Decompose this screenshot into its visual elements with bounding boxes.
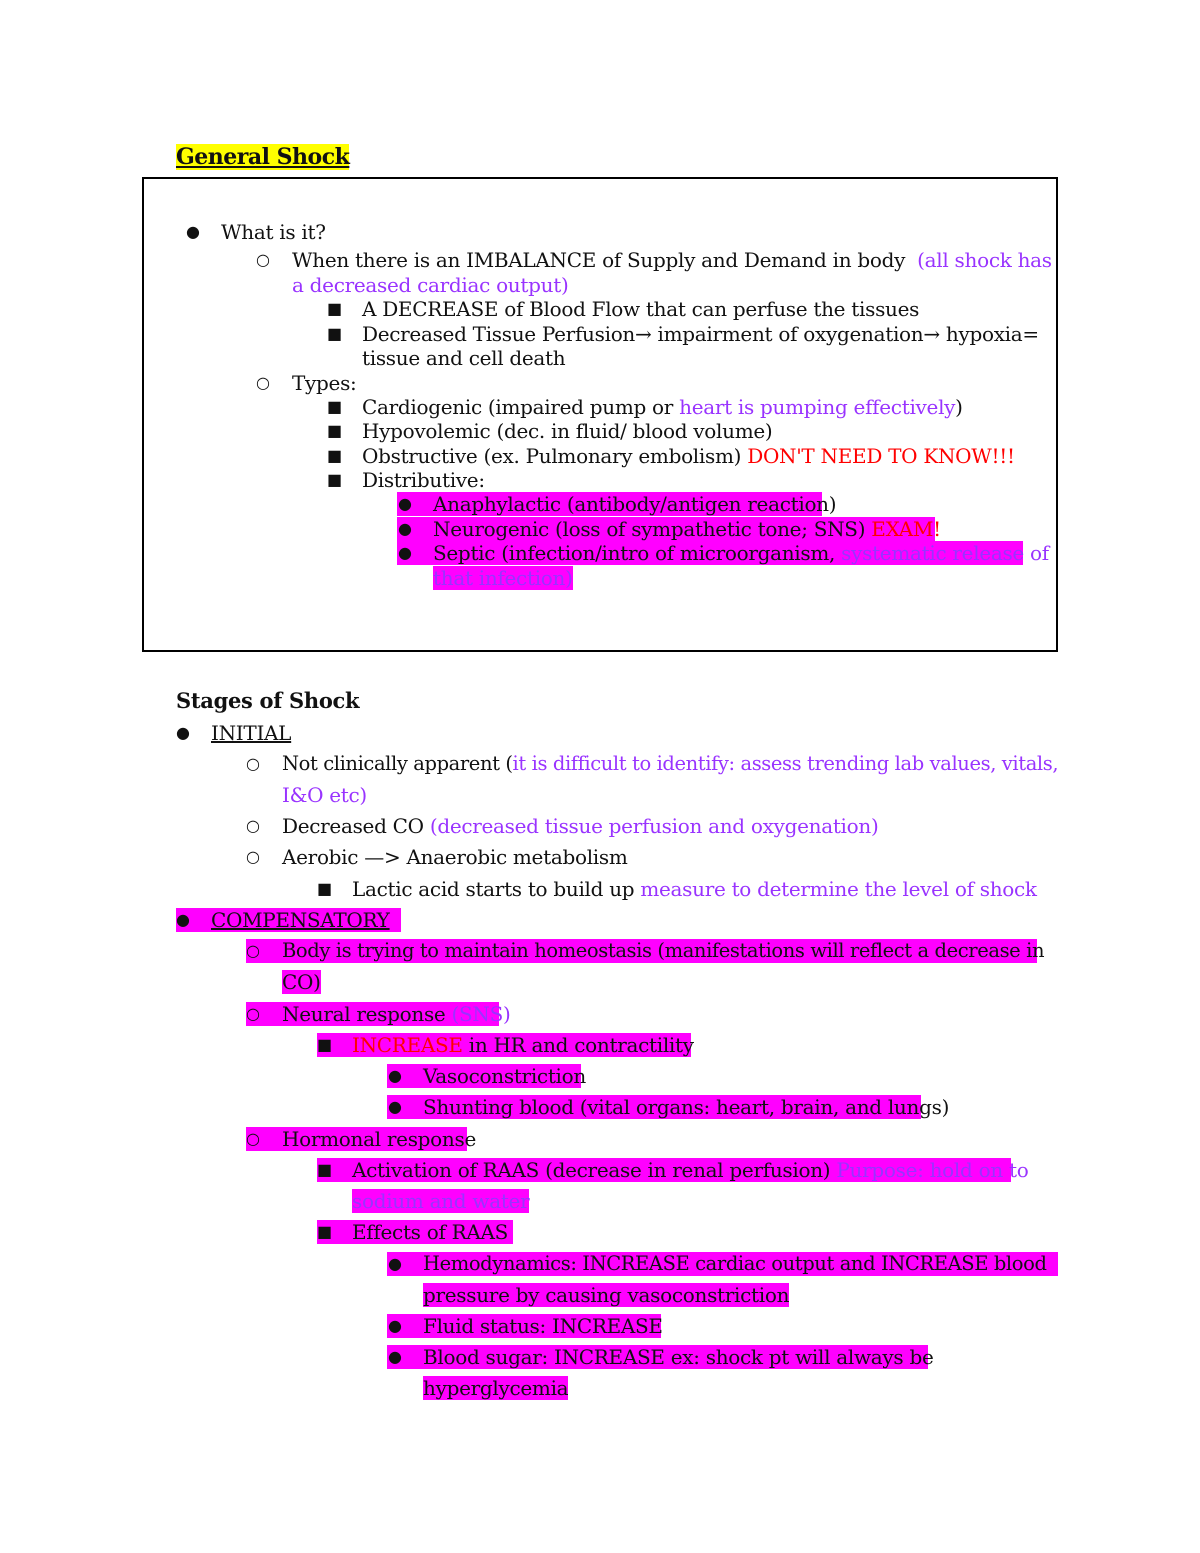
square-bullet-icon: ■ [327, 421, 343, 440]
square-bullet-icon: ■ [327, 446, 343, 465]
hormonal-response: ○ Hormonal response [246, 1127, 476, 1151]
activation-raas-2: sodium and water [352, 1189, 530, 1213]
decreased-co: Decreased CO (decreased tissue perfusion and oxygenation) [282, 814, 879, 838]
distributive-septic: ● Septic (infection/intro of microorganism, systematic release of [398, 541, 1049, 565]
effects-of-raas: ■ Effects of RAAS [317, 1220, 513, 1244]
type-distributive: Distributive: [362, 468, 485, 492]
type-hypovolemic: Hypovolemic (dec. in fluid/ blood volume) [362, 419, 773, 443]
circle-bullet-icon: ○ [246, 847, 260, 866]
blood-sugar: ● Blood sugar: INCREASE ex: shock pt will always be [388, 1345, 934, 1369]
square-bullet-icon: ■ [317, 1160, 332, 1179]
decreased-perfusion: Decreased Tissue Perfusion→ impairment of oxygenation→ hypoxia= [362, 322, 1039, 346]
body-homeostasis-2: CO) [282, 970, 321, 994]
hemodynamics: ● Hemodynamics: INCREASE cardiac output and INCREASE blood [387, 1252, 1058, 1276]
bullet-icon: ● [176, 910, 190, 929]
lactic-acid: Lactic acid starts to build up measure to determine the level of shock [352, 877, 1037, 901]
not-clinically-apparent: Not clinically apparent (it is difficult to identify: assess trending lab values, vitals, [282, 752, 1059, 775]
section-title-general-shock: General Shock [176, 144, 350, 170]
circle-bullet-icon: ○ [246, 1129, 260, 1148]
aerobic-anaerobic: Aerobic —> Anaerobic metabolism [282, 845, 628, 869]
vasoconstriction: ● Vasoconstriction [388, 1064, 586, 1088]
circle-bullet-icon: ○ [256, 250, 270, 269]
bullet-icon: ● [398, 519, 412, 538]
square-bullet-icon: ■ [317, 1222, 332, 1241]
circle-bullet-icon: ○ [246, 754, 260, 773]
distributive-neurogenic: ● Neurogenic (loss of sympathetic tone; SNS) EXAM! [398, 517, 941, 541]
square-bullet-icon: ■ [327, 397, 343, 416]
bullet-icon: ● [398, 543, 412, 562]
definition-line-2: a decreased cardiac output) [292, 273, 569, 297]
not-clinically-apparent-2: I&O etc) [282, 783, 367, 807]
square-bullet-icon: ■ [327, 299, 343, 318]
bullet-icon: ● [186, 222, 200, 241]
section-title-stages: Stages of Shock [176, 688, 360, 713]
activation-raas: ■ Activation of RAAS (decrease in renal perfusion) Purpose: hold on to [317, 1158, 1029, 1182]
circle-bullet-icon: ○ [256, 373, 270, 392]
fluid-status: ● Fluid status: INCREASE [388, 1314, 663, 1338]
type-obstructive: Obstructive (ex. Pulmonary embolism) DON'T NEED TO KNOW!!! [362, 444, 1015, 468]
bullet-icon: ● [388, 1066, 402, 1085]
square-bullet-icon: ■ [317, 1035, 332, 1054]
circle-bullet-icon: ○ [246, 1004, 260, 1023]
blood-sugar-2: hyperglycemia [423, 1376, 569, 1400]
neural-response: ○ Neural response (SNS) [246, 1002, 511, 1026]
type-cardiogenic: Cardiogenic (impaired pump or heart is pumping effectively) [362, 395, 963, 419]
square-bullet-icon: ■ [327, 324, 343, 343]
circle-bullet-icon: ○ [246, 816, 260, 835]
square-bullet-icon: ■ [327, 470, 343, 489]
bullet-icon: ● [388, 1347, 402, 1366]
decrease-blood-flow: A DECREASE of Blood Flow that can perfuse the tissues [362, 297, 920, 321]
bullet-icon: ● [388, 1097, 402, 1116]
bullet-icon: ● [398, 494, 412, 513]
distributive-septic-2: that infection) [433, 566, 573, 590]
shunting-blood: ● Shunting blood (vital organs: heart, brain, and lungs) [388, 1095, 950, 1119]
decreased-perfusion-2: tissue and cell death [362, 346, 566, 370]
bullet-icon: ● [388, 1316, 402, 1335]
bullet-icon: ● [388, 1254, 402, 1273]
stage-initial: INITIAL [211, 721, 292, 745]
definition-line: When there is an IMBALANCE of Supply and Demand in body (all shock has [292, 248, 1052, 272]
what-is-it: What is it? [221, 220, 326, 244]
types-label: Types: [292, 371, 357, 395]
distributive-anaphylactic: ● Anaphylactic (antibody/antigen reaction) [398, 492, 837, 516]
bullet-icon: ● [176, 723, 190, 742]
stage-compensatory: ● COMPENSATORY [176, 908, 401, 932]
body-homeostasis: ○ Body is trying to maintain homeostasis (manifestations will reflect a decrease in [246, 939, 1045, 962]
hemodynamics-2: pressure by causing vasoconstriction [423, 1283, 790, 1307]
circle-bullet-icon: ○ [246, 941, 260, 960]
square-bullet-icon: ■ [317, 879, 333, 898]
increase-hr: ■ INCREASE in HR and contractility [317, 1033, 694, 1057]
